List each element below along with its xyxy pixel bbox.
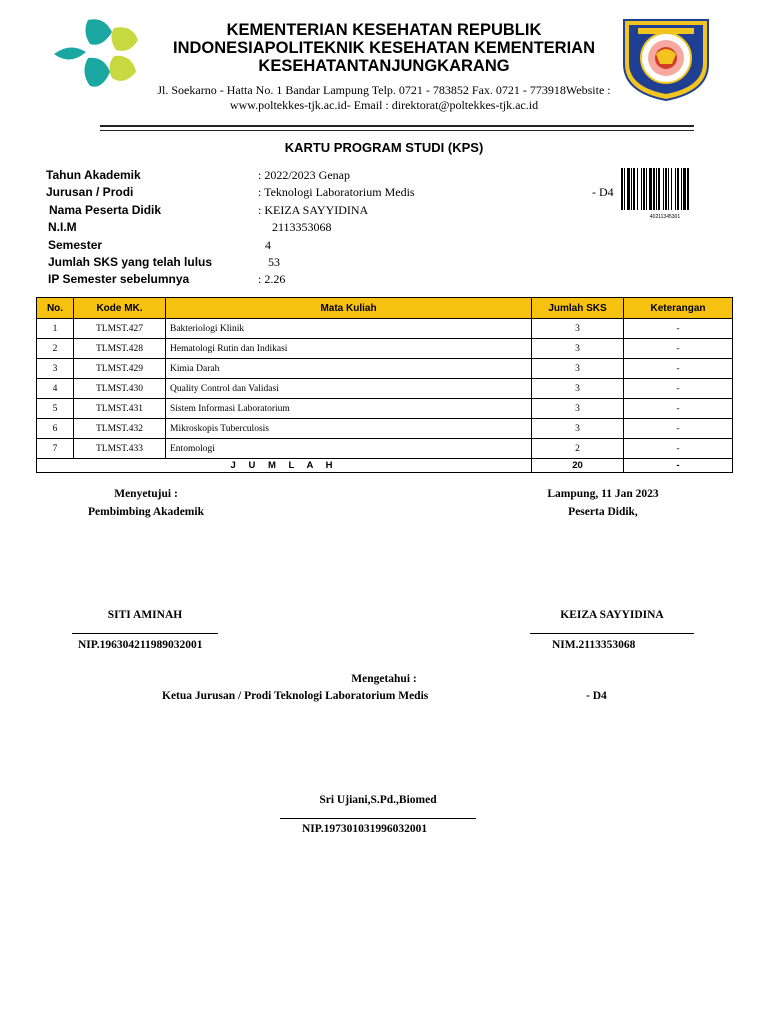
cell-no: 6 — [37, 419, 74, 439]
header-address-1: Jl. Soekarno - Hatta No. 1 Bandar Lampung Telp. 0721 - 783852 Fax. 0721 - 773918Website : — [157, 83, 611, 97]
label-nim: N.I.M — [48, 220, 77, 234]
cell-no: 5 — [37, 399, 74, 419]
barcode-bar — [633, 168, 635, 210]
barcode-bar — [643, 168, 645, 210]
cell-mata-kuliah: Entomologi — [166, 439, 532, 459]
header-jumlah-sks: Jumlah SKS — [532, 298, 624, 319]
value-jurusan: : Teknologi Laboratorium Medis — [258, 185, 415, 199]
head-nip: NIP.197301031996032001 — [302, 823, 428, 835]
head-signature-line — [280, 818, 476, 819]
value-nim: 2113353068 — [272, 220, 332, 234]
table-row — [37, 439, 733, 459]
document-title: KARTU PROGRAM STUDI (KPS) — [284, 140, 484, 155]
place-date: Lampung, 11 Jan 2023 — [547, 488, 659, 500]
student-name: KEIZA SAYYIDINA — [560, 609, 664, 621]
advisor-name: SITI AMINAH — [107, 609, 183, 621]
header-mata-kuliah: Mata Kuliah — [166, 298, 532, 319]
barcode-bar — [624, 168, 625, 210]
label-ip-semester: IP Semester sebelumnya — [48, 272, 190, 286]
cell-mata-kuliah: Hematologi Rutin dan Indikasi — [166, 339, 532, 359]
cell-keterangan: - — [624, 399, 733, 419]
header-rule-thin — [100, 130, 694, 131]
cell-keterangan: - — [624, 439, 733, 459]
head-role-suffix: - D4 — [586, 690, 607, 702]
value-tahun-akademik: : 2022/2023 Genap — [258, 168, 350, 182]
head-name: Sri Ujiani,S.Pd.,Biomed — [319, 794, 437, 806]
cell-mata-kuliah: Quality Control dan Validasi — [166, 379, 532, 399]
label-semester: Semester — [48, 238, 103, 252]
barcode-bar — [649, 168, 652, 210]
kemenkes-logo-icon — [52, 14, 148, 94]
barcode — [620, 168, 710, 218]
barcode-bar — [658, 168, 660, 210]
barcode-bar — [653, 168, 655, 210]
table-header-row — [37, 298, 733, 319]
header-keterangan: Keterangan — [624, 298, 733, 319]
barcode-icon — [620, 168, 710, 210]
cell-no: 3 — [37, 359, 74, 379]
barcode-bar — [687, 168, 689, 210]
value-nama: : KEIZA SAYYIDINA — [258, 203, 369, 217]
barcode-bar — [646, 168, 647, 210]
cell-sks: 3 — [532, 379, 624, 399]
value-ip-semester: : 2.26 — [258, 272, 286, 286]
header-line-2: INDONESIAPOLITEKNIK KESEHATAN KEMENTERIAN — [173, 39, 595, 57]
cell-kode: TLMST.433 — [74, 439, 166, 459]
cell-sks: 3 — [532, 399, 624, 419]
cell-no: 4 — [37, 379, 74, 399]
advisor-role: Pembimbing Akademik — [88, 506, 204, 518]
cell-kode: TLMST.431 — [74, 399, 166, 419]
value-sks-lulus: 53 — [268, 255, 280, 269]
cell-keterangan: - — [624, 379, 733, 399]
barcode-bar — [641, 168, 642, 210]
label-jurusan: Jurusan / Prodi — [46, 185, 134, 199]
approve-label: Menyetujui : — [114, 488, 178, 500]
cell-sks: 3 — [532, 339, 624, 359]
header-address-2: www.poltekkes-tjk.ac.id- Email : direktorat@poltekkes-tjk.ac.id — [229, 98, 539, 112]
cell-kode: TLMST.432 — [74, 419, 166, 439]
barcode-bar — [621, 168, 623, 210]
cell-sks: 3 — [532, 419, 624, 439]
cell-keterangan: - — [624, 419, 733, 439]
cell-mata-kuliah: Sistem Informasi Laboratorium — [166, 399, 532, 419]
barcode-bar — [683, 168, 686, 210]
total-keterangan: - — [624, 459, 733, 473]
cell-kode: TLMST.430 — [74, 379, 166, 399]
advisor-nip: NIP.196304211989032001 — [78, 639, 203, 651]
barcode-bar — [668, 168, 669, 210]
cell-keterangan: - — [624, 339, 733, 359]
barcode-bar — [663, 168, 664, 210]
barcode-text: 40211345301 — [649, 214, 681, 220]
value-jurusan-suffix: - D4 — [592, 185, 614, 199]
label-sks-lulus: Jumlah SKS yang telah lulus — [48, 255, 213, 269]
poltekkes-emblem-icon — [620, 14, 712, 102]
barcode-bar — [681, 168, 682, 210]
advisor-signature-line — [72, 633, 218, 634]
head-role: Ketua Jurusan / Prodi Teknologi Laboratorium Medis — [162, 690, 429, 702]
cell-mata-kuliah: Mikroskopis Tuberculosis — [166, 419, 532, 439]
barcode-bar — [671, 168, 672, 210]
label-nama: Nama Peserta Didik — [49, 203, 162, 217]
table-row — [37, 419, 733, 439]
barcode-bar — [665, 168, 667, 210]
cell-kode: TLMST.428 — [74, 339, 166, 359]
cell-no: 2 — [37, 339, 74, 359]
total-sks: 20 — [532, 459, 624, 473]
table-row — [37, 399, 733, 419]
header-rule-thick — [100, 125, 694, 127]
cell-kode: TLMST.427 — [74, 319, 166, 339]
cell-keterangan: - — [624, 359, 733, 379]
barcode-bar — [656, 168, 657, 210]
table-row — [37, 379, 733, 399]
known-label: Mengetahui : — [351, 673, 417, 685]
cell-no: 7 — [37, 439, 74, 459]
total-label: J U M L A H — [37, 459, 532, 473]
header-no: No. — [37, 298, 74, 319]
table-row — [37, 359, 733, 379]
barcode-bar — [637, 168, 638, 210]
cell-keterangan: - — [624, 319, 733, 339]
table-row — [37, 319, 733, 339]
course-table — [36, 297, 733, 473]
cell-no: 1 — [37, 319, 74, 339]
barcode-bar — [631, 168, 632, 210]
cell-kode: TLMST.429 — [74, 359, 166, 379]
cell-sks: 3 — [532, 359, 624, 379]
table-total-row — [37, 459, 733, 473]
header-line-1: KEMENTERIAN KESEHATAN REPUBLIK — [226, 21, 542, 39]
header-line-3: KESEHATANTANJUNGKARANG — [258, 57, 510, 75]
student-signature-line — [530, 633, 694, 634]
cell-sks: 3 — [532, 319, 624, 339]
label-tahun-akademik: Tahun Akademik — [46, 168, 141, 182]
cell-mata-kuliah: Bakteriologi Klinik — [166, 319, 532, 339]
student-role: Peserta Didik, — [568, 506, 638, 518]
header-kode: Kode MK. — [74, 298, 166, 319]
student-nim: NIM.2113353068 — [552, 639, 636, 651]
cell-sks: 2 — [532, 439, 624, 459]
barcode-bar — [677, 168, 679, 210]
barcode-bar — [627, 168, 630, 210]
barcode-bar — [675, 168, 676, 210]
cell-mata-kuliah: Kimia Darah — [166, 359, 532, 379]
value-semester: 4 — [265, 238, 271, 252]
table-row — [37, 339, 733, 359]
